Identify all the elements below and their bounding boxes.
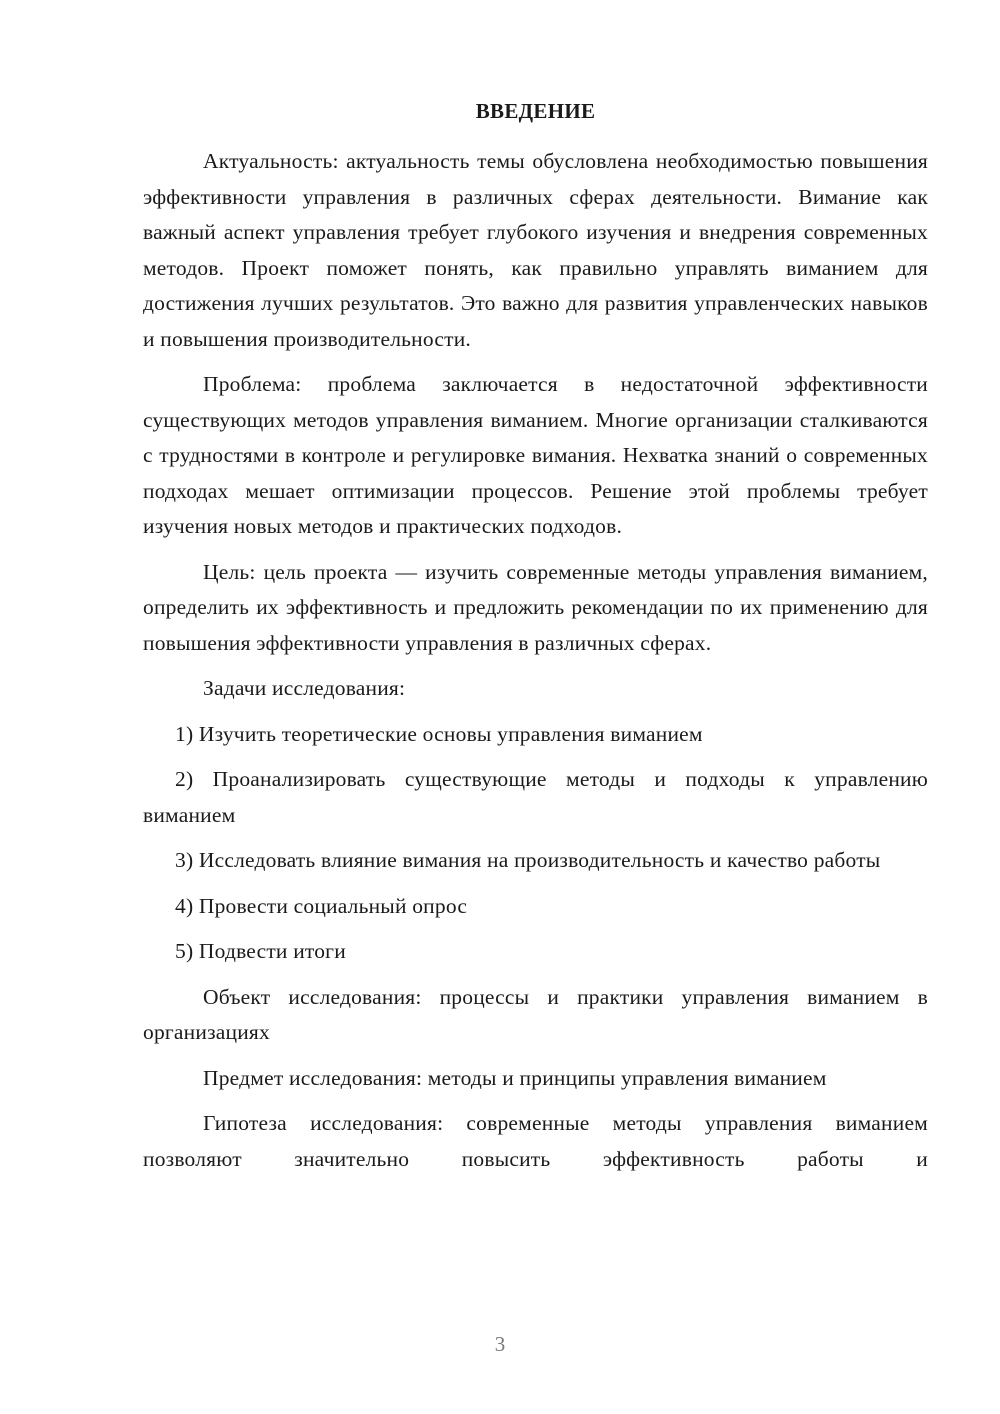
hypothesis-paragraph: Гипотеза исследования: современные методы управления виманием позволяют значительно повысить эффективность работы и	[143, 1111, 928, 1171]
subject-paragraph: Предмет исследования: методы и принципы управления виманием	[203, 1065, 827, 1090]
task-item-5: 5) Подвести итоги	[175, 939, 346, 963]
document-page	[143, 96, 928, 1187]
tasks-title: Задачи исследования:	[203, 676, 406, 700]
task-item-1: 1) Изучить теоретические основы управления виманием	[175, 721, 703, 746]
problem-paragraph: Проблема: проблема заключается в недостаточной эффективности существующих методов управления виманием. Многие организации сталкиваются с трудностями в контроле и регулировке вимания. Нехватка знаний о современных подходах мешает оптимизации процессов. Решение этой проблемы требует изучения новых методов и практических подходов.	[143, 372, 928, 538]
task-item-3: 3) Исследовать влияние вимания на производительность и качество работы	[175, 848, 881, 872]
task-item-4: 4) Провести социальный опрос	[175, 893, 468, 918]
page-heading: ВВЕДЕНИЕ	[475, 99, 596, 123]
object-paragraph: Объект исследования: процессы и практики управления виманием в организациях	[143, 984, 928, 1044]
goal-paragraph: Цель: цель проекта — изучить современные методы управления виманием, определить их эффективность и предложить рекомендации по их применению для повышения эффективности управления в различных сферах.	[143, 559, 928, 655]
page-number: 3	[494, 1332, 506, 1356]
relevance-paragraph: Актуальность: актуальность темы обусловлена необходимостью повышения эффективности управления в различных сферах деятельности. Вимание как важный аспект управления требует глубокого изучения и внедрения современных методов. Проект поможет понять, как правильно управлять виманием для достижения лучших результатов. Это важно для развития управленческих навыков и повышения производительности.	[143, 149, 928, 351]
task-item-2: 2) Проанализировать существующие методы и подходы к управлению виманием	[143, 767, 928, 827]
